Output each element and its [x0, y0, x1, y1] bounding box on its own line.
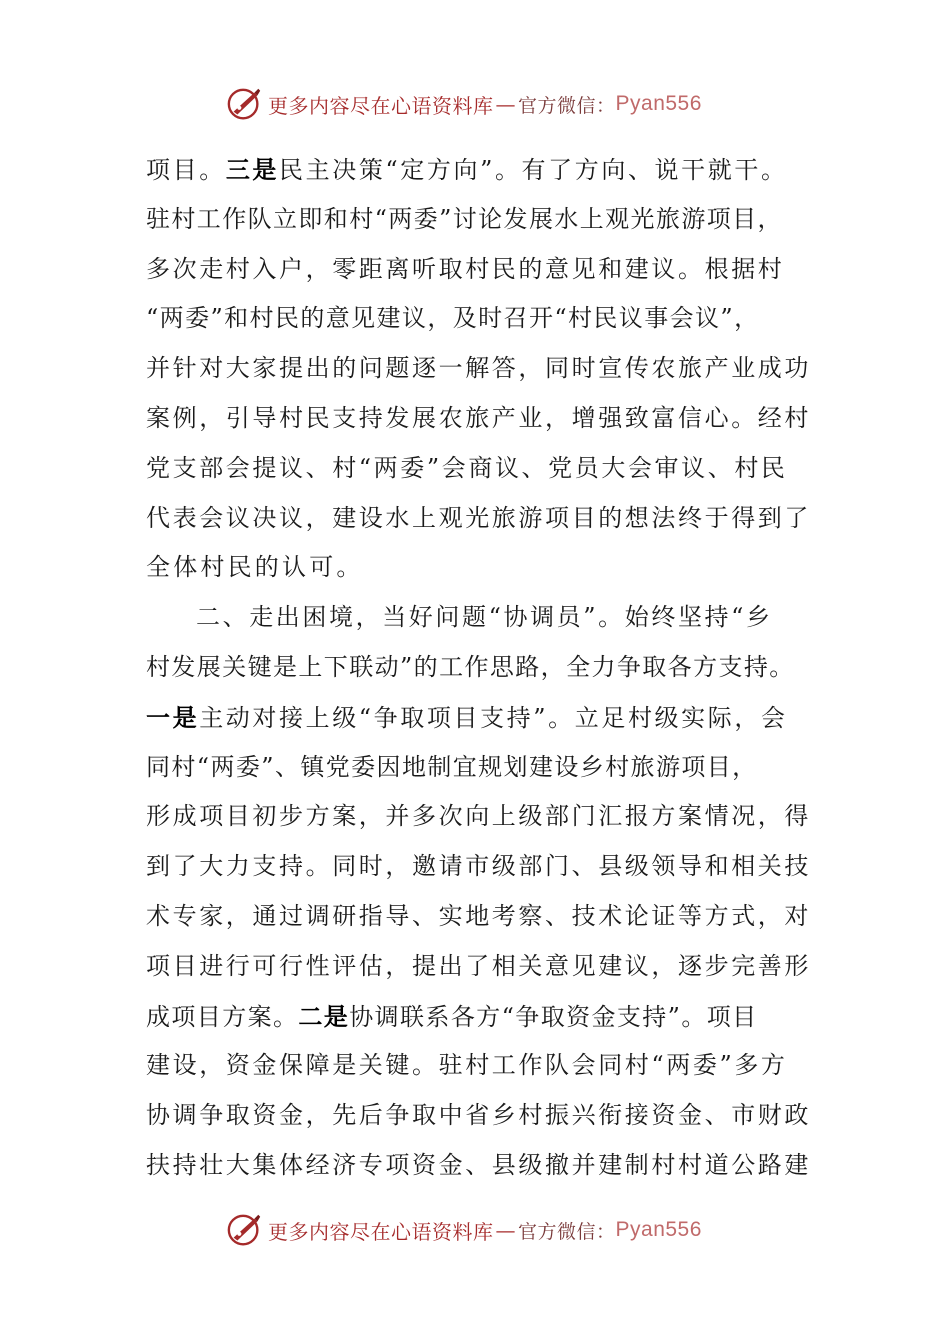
text-line-7: 党支部会提议、村“两委”会商议、党员大会审议、村民 — [146, 453, 788, 482]
bold-marker: 二是 — [298, 1001, 350, 1031]
bold-marker: 一是 — [146, 702, 200, 732]
text-line-9: 全体村民的认可。 — [146, 553, 364, 582]
text-line-4: “两委”和村民的意见建议，及时召开“村民议事会议”， — [146, 304, 760, 333]
text-line-3: 多次走村入户，零距离听取村民的意见和建议。根据村 — [146, 254, 785, 283]
banner-wechat-id: Pyan556 — [615, 1218, 702, 1241]
text-line-15: 到了大力支持。同时，邀请市级部门、县级领导和相关技 — [146, 852, 811, 881]
text-segment: 主动对接上级“争取项目支持”。立足村级实际，会 — [199, 703, 788, 732]
text-line-13: 同村“两委”、镇党委因地制宜规划建设乡村旅游项目， — [146, 752, 758, 781]
text-segment: 协调联系各方“争取资金支持”。项目 — [349, 1002, 758, 1031]
text-line-21: 扶持壮大集体经济专项资金、县级撤并建制村村道公路建 — [146, 1150, 811, 1179]
text-line-1 — [146, 145, 806, 195]
banner-wechat-label: 官方微信： — [518, 1220, 616, 1243]
banner-dash: — — [495, 92, 516, 116]
banner-wechat-label: 官方微信： — [518, 94, 616, 117]
text-segment: 民主决策“定方向”。有了方向、说干就干。 — [279, 156, 788, 184]
banner-dash: — — [495, 1218, 516, 1242]
text-line-8: 代表会议决议，建设水上观光旅游项目的想法终于得到了 — [146, 503, 811, 532]
pen-logo-icon — [226, 1211, 264, 1249]
footer-banner — [0, 1210, 950, 1250]
text-segment: 项目。 — [146, 156, 226, 184]
text-segment: 成项目方案。 — [146, 1002, 299, 1031]
text-line-10: 二、走出困境，当好问题“协调员”。始终坚持“乡 — [196, 603, 773, 632]
pen-logo-icon — [226, 85, 264, 123]
text-line-12 — [146, 693, 806, 743]
text-line-19: 建设，资金保障是关键。驻村工作队会同村“两委”多方 — [146, 1051, 788, 1080]
banner-wechat-id: Pyan556 — [615, 92, 702, 115]
document-body — [146, 145, 811, 1191]
text-line-16: 术专家，通过调研指导、实地考察、技术论证等方式，对 — [146, 901, 811, 930]
banner-title: 更多内容尽在心语资料库 — [268, 93, 494, 118]
text-line-6: 案例，引导村民支持发展农旅产业，增强致富信心。经村 — [146, 403, 811, 432]
text-line-18 — [146, 992, 806, 1042]
text-line-17: 项目进行可行性评估，提出了相关意见建议，逐步完善形 — [146, 951, 811, 980]
text-line-5: 并针对大家提出的问题逐一解答，同时宣传农旅产业成功 — [146, 354, 811, 383]
text-line-14: 形成项目初步方案，并多次向上级部门汇报方案情况，得 — [146, 802, 811, 831]
bold-marker: 三是 — [225, 155, 280, 184]
text-line-11: 村发展关键是上下联动”的工作思路，全力争取各方支持。 — [146, 652, 795, 681]
text-line-20: 协调争取资金，先后争取中省乡村振兴衔接资金、市财政 — [146, 1101, 811, 1130]
header-banner — [0, 84, 950, 124]
text-line-2: 驻村工作队立即和村“两委”讨论发展水上观光旅游项目， — [146, 204, 783, 233]
banner-title: 更多内容尽在心语资料库 — [268, 1219, 494, 1244]
